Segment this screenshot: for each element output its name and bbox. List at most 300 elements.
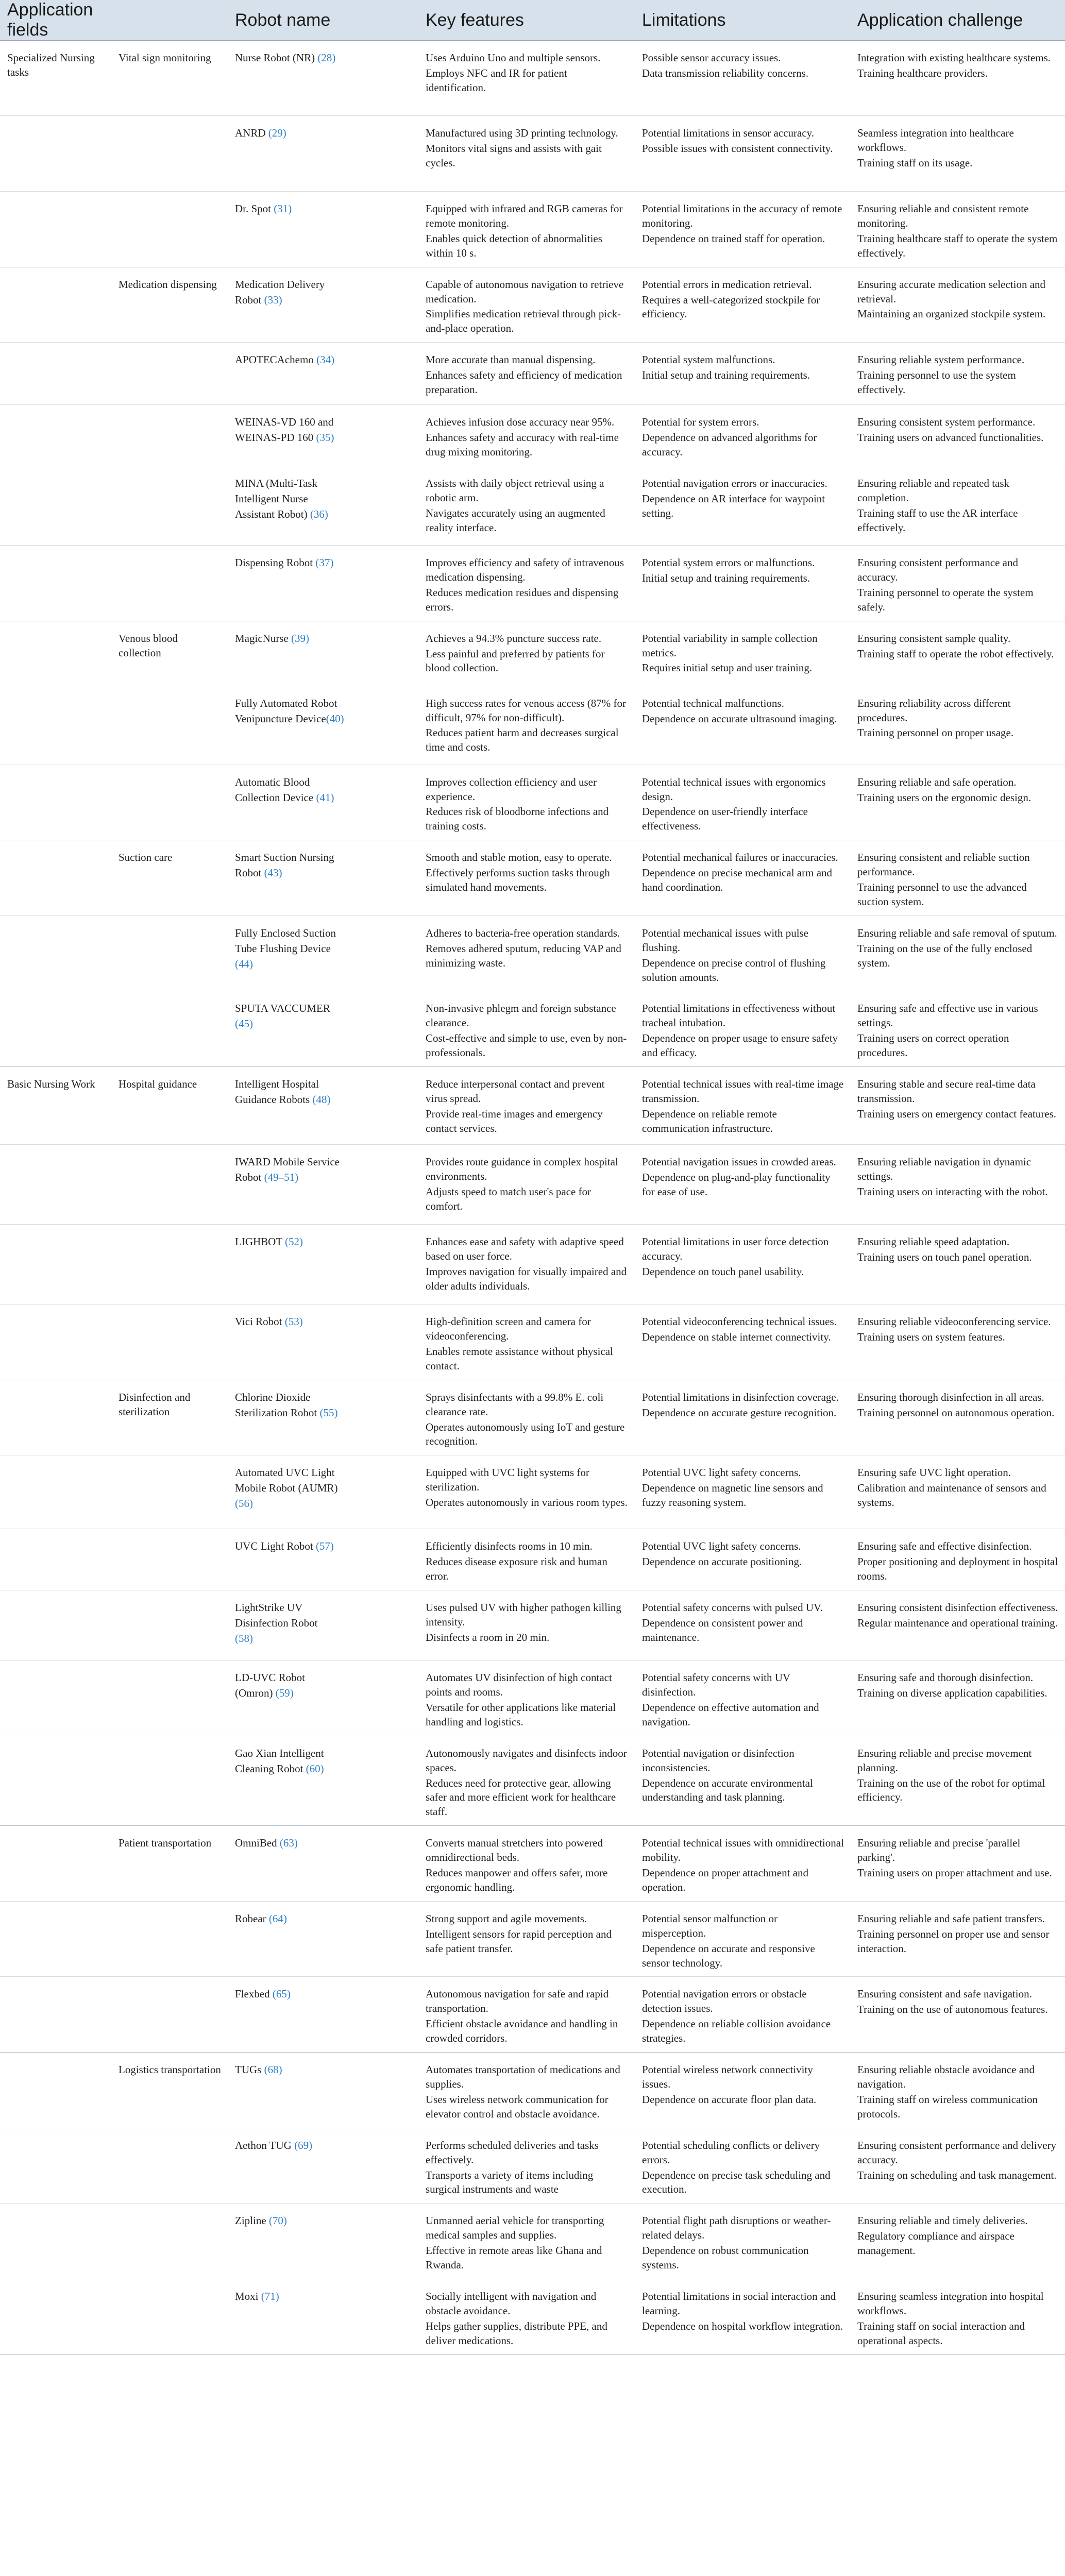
reference-link[interactable]: (49–51) <box>264 1171 299 1183</box>
reference-link[interactable]: (34) <box>316 353 335 366</box>
reference-link[interactable]: (58) <box>235 1632 253 1645</box>
robot-name-line <box>235 1235 412 1249</box>
limitation-text: Potential navigation errors or obstacle detection issues. <box>642 1988 807 2015</box>
cell-key-features <box>418 2204 635 2279</box>
cell-application-field <box>0 621 111 686</box>
robot-name-line <box>235 632 412 646</box>
robot-name-text: Venipuncture Device <box>235 712 326 725</box>
challenge-text: Ensuring safe UVC light operation. <box>857 1466 1011 1479</box>
robot-name-text: (Omron) <box>235 1686 276 1699</box>
cell-limitations <box>635 2204 850 2279</box>
cell-subfield <box>111 1304 228 1380</box>
challenge-text: Ensuring reliable system performance. <box>857 353 1025 366</box>
cell-robot-name <box>228 1736 418 1826</box>
limitation-text: Dependence on touch panel usability. <box>642 1265 804 1278</box>
key-feature-text: Reduces need for protective gear, allowing safer and more efficient work for healthcare staff. <box>426 1776 616 1818</box>
limitation-text: Potential navigation errors or inaccuracies. <box>642 477 827 489</box>
challenge-text: Ensuring safe and thorough disinfection. <box>857 1671 1034 1684</box>
reference-link[interactable]: (28) <box>317 52 336 64</box>
reference-link[interactable]: (69) <box>294 2139 313 2151</box>
key-feature-text: Transports a variety of items including surgical instruments and waste <box>426 2168 594 2196</box>
cell-subfield <box>111 1225 228 1304</box>
cell-key-features <box>418 1380 635 1455</box>
cell-limitations <box>635 116 850 192</box>
robot-name-line: Automatic Blood <box>235 775 310 788</box>
challenge-text: Training healthcare staff to operate the system effectively. <box>857 232 1058 259</box>
cell-application-field <box>0 840 111 916</box>
challenge-text: Training users on proper attachment and use. <box>857 1867 1052 1879</box>
cell-robot-name <box>228 116 418 192</box>
limitation-text: Potential limitations in user force detection accuracy. <box>642 1235 829 1262</box>
limitation-text: Dependence on advanced algorithms for accuracy. <box>642 431 817 459</box>
challenge-text: Ensuring consistent sample quality. <box>857 632 1011 645</box>
cell-subfield <box>111 1826 228 1902</box>
cell-limitations <box>635 916 850 991</box>
cell-robot-name <box>228 2053 418 2128</box>
limitation-text: Potential UVC light safety concerns. <box>642 1540 801 1553</box>
limitation-text: Potential technical issues with ergonomics design. <box>642 775 826 803</box>
reference-link[interactable]: (36) <box>310 507 328 520</box>
cell-application-challenge <box>850 1145 1065 1225</box>
reference-link[interactable]: (60) <box>306 1762 324 1775</box>
cell-application-challenge <box>850 343 1065 405</box>
challenge-text: Training users on system features. <box>857 1331 1005 1343</box>
cell-key-features <box>418 343 635 405</box>
key-feature-text: Navigates accurately using an augmented reality interface. <box>426 506 605 534</box>
challenge-text: Training on scheduling and task management. <box>857 2168 1057 2181</box>
cell-subfield <box>111 1590 228 1660</box>
cell-key-features <box>418 991 635 1067</box>
key-feature-text: Disinfects a room in 20 min. <box>426 1631 550 1643</box>
reference-link[interactable]: (70) <box>268 2214 287 2227</box>
cell-key-features <box>418 192 635 267</box>
challenge-text: Training personnel on proper use and sensor interaction. <box>857 1927 1050 1955</box>
cell-robot-name <box>228 1145 418 1225</box>
cell-application-challenge <box>850 116 1065 192</box>
robot-name-line: LD-UVC Robot <box>235 1671 305 1684</box>
challenge-text: Training healthcare providers. <box>857 66 988 79</box>
robot-name-line <box>235 1171 412 1185</box>
cell-application-field <box>0 1529 111 1590</box>
cell-subfield <box>111 1901 228 1977</box>
challenge-text: Ensuring reliable and safe operation. <box>857 775 1017 788</box>
reference-link[interactable]: (48) <box>312 1093 331 1106</box>
challenge-text: Integration with existing healthcare systems. <box>857 52 1051 64</box>
cell-subfield <box>111 192 228 267</box>
header-application-challenge: Application challenge <box>850 0 1065 41</box>
key-feature-text: Sprays disinfectants with a 99.8% E. coli clearance rate. <box>426 1391 604 1418</box>
cell-key-features <box>418 405 635 466</box>
reference-link[interactable]: (68) <box>264 2063 282 2076</box>
limitation-text: Potential mechanical issues with pulse flushing. <box>642 926 809 954</box>
key-feature-text: Helps gather supplies, distribute PPE, and deliver medications. <box>426 2319 607 2347</box>
table-row <box>0 343 1065 405</box>
cell-key-features <box>418 1225 635 1304</box>
cell-robot-name <box>228 1067 418 1145</box>
challenge-text: Maintaining an organized stockpile system. <box>857 308 1046 320</box>
cell-application-field <box>0 2128 111 2204</box>
challenge-text: Training on the use of the fully enclosed system. <box>857 942 1033 969</box>
cell-robot-name <box>228 621 418 686</box>
limitation-text: Dependence on reliable remote communication infrastructure. <box>642 1107 777 1134</box>
cell-limitations <box>635 1977 850 2053</box>
reference-link[interactable]: (33) <box>264 293 282 306</box>
cell-key-features <box>418 2279 635 2354</box>
robot-name-text: Robot <box>235 1171 264 1183</box>
challenge-text: Ensuring reliable and precise movement planning. <box>857 1747 1032 1774</box>
limitation-text: Potential scheduling conflicts or delivery errors. <box>642 2139 820 2166</box>
robot-name-line <box>235 791 412 805</box>
cell-subfield <box>111 840 228 916</box>
limitation-text: Dependence on precise control of flushing solution amounts. <box>642 956 826 984</box>
challenge-text: Ensuring reliable videoconferencing service. <box>857 1315 1051 1328</box>
cell-robot-name <box>228 1455 418 1529</box>
limitation-text: Dependence on trained staff for operation. <box>642 232 825 245</box>
robot-name-line: IWARD Mobile Service <box>235 1156 340 1168</box>
challenge-text: Ensuring safe and effective use in various settings. <box>857 1002 1038 1029</box>
cell-limitations <box>635 1145 850 1225</box>
limitation-text: Potential technical issues with real-time image transmission. <box>642 1078 844 1105</box>
limitation-text: Potential flight path disruptions or weather-related delays. <box>642 2214 831 2242</box>
key-feature-text: Enhances safety and accuracy with real-time drug mixing monitoring. <box>426 431 619 459</box>
cell-limitations <box>635 267 850 343</box>
cell-subfield <box>111 1380 228 1455</box>
cell-limitations <box>635 1225 850 1304</box>
limitation-text: Dependence on consistent power and maintenance. <box>642 1616 803 1643</box>
table-row <box>0 116 1065 192</box>
limitation-text: Dependence on accurate environmental understanding and task planning. <box>642 1776 813 1804</box>
cell-limitations <box>635 686 850 765</box>
limitation-text: Potential technical malfunctions. <box>642 697 784 709</box>
reference-link[interactable]: (52) <box>285 1235 303 1248</box>
robot-name-line <box>235 353 412 367</box>
challenge-text: Ensuring reliable speed adaptation. <box>857 1235 1010 1248</box>
cell-application-challenge <box>850 41 1065 116</box>
reference-link[interactable]: (65) <box>272 1988 291 2001</box>
robot-name-line <box>235 1539 412 1554</box>
robot-name-text: APOTECAchemo <box>235 353 317 366</box>
cell-robot-name <box>228 1590 418 1660</box>
table-row <box>0 765 1065 840</box>
reference-link[interactable]: (29) <box>268 127 286 139</box>
reference-link[interactable]: (37) <box>315 556 334 569</box>
table-row <box>0 1826 1065 1902</box>
robot-name-line: Chlorine Dioxide <box>235 1391 311 1403</box>
cell-robot-name <box>228 1660 418 1736</box>
cell-subfield <box>111 343 228 405</box>
table-body <box>0 41 1065 2355</box>
table-row <box>0 1529 1065 1590</box>
robot-name-line: Fully Enclosed Suction <box>235 926 336 939</box>
robot-name-line <box>235 1762 412 1776</box>
table-row <box>0 2128 1065 2204</box>
key-feature-text: Reduces medication residues and dispensing errors. <box>426 586 619 613</box>
robot-name-line <box>235 202 412 216</box>
cell-application-field <box>0 1380 111 1455</box>
key-feature-text: Manufactured using 3D printing technology. <box>426 127 618 139</box>
cell-subfield <box>111 116 228 192</box>
key-feature-text: Enhances ease and safety with adaptive speed based on user force. <box>426 1235 624 1262</box>
cell-application-challenge <box>850 267 1065 343</box>
limitation-text: Potential videoconferencing technical issues. <box>642 1315 837 1328</box>
table-row <box>0 1225 1065 1304</box>
cell-key-features <box>418 1590 635 1660</box>
cell-limitations <box>635 41 850 116</box>
cell-application-challenge <box>850 1455 1065 1529</box>
cell-key-features <box>418 466 635 545</box>
cell-robot-name <box>228 1529 418 1590</box>
key-feature-text: Provide real-time images and emergency contact services. <box>426 1107 603 1134</box>
robot-name-line <box>235 1406 412 1420</box>
challenge-text: Ensuring reliable and timely deliveries. <box>857 2214 1028 2227</box>
cell-subfield <box>111 545 228 621</box>
field-label: Specialized Nursing tasks <box>7 52 95 78</box>
challenge-text: Calibration and maintenance of sensors and systems. <box>857 1482 1046 1509</box>
robot-name-text: Moxi <box>235 2290 261 2302</box>
cell-key-features <box>418 1304 635 1380</box>
robot-name-text: Cleaning Robot <box>235 1762 306 1775</box>
limitation-text: Requires a well-categorized stockpile for efficiency. <box>642 293 820 320</box>
limitation-text: Dependence on precise task scheduling and execution. <box>642 2168 831 2196</box>
challenge-text: Ensuring consistent and reliable suction performance. <box>857 851 1030 878</box>
cell-application-challenge <box>850 765 1065 840</box>
robot-name-text: Sterilization Robot <box>235 1406 320 1419</box>
robot-name-text: Aethon TUG <box>235 2139 295 2151</box>
challenge-text: Ensuring thorough disinfection in all areas. <box>857 1391 1044 1403</box>
cell-key-features <box>418 765 635 840</box>
table-row <box>0 991 1065 1067</box>
reference-link[interactable]: (56) <box>235 1497 253 1510</box>
header-limitations: Limitations <box>635 0 850 41</box>
cell-limitations <box>635 1380 850 1455</box>
challenge-text: Ensuring consistent disinfection effectiveness. <box>857 1601 1058 1614</box>
key-feature-text: Socially intelligent with navigation and obstacle avoidance. <box>426 2290 597 2317</box>
reference-link[interactable]: (43) <box>264 867 282 879</box>
robot-name-line <box>235 556 412 570</box>
challenge-text: Regular maintenance and operational training. <box>857 1616 1058 1629</box>
cell-application-field <box>0 192 111 267</box>
robot-name-line <box>235 1912 412 1926</box>
reference-link[interactable]: (57) <box>315 1540 334 1553</box>
key-feature-text: Non-invasive phlegm and foreign substance clearance. <box>426 1002 616 1029</box>
challenge-text: Ensuring consistent and safe navigation. <box>857 1988 1032 2001</box>
cell-robot-name <box>228 1304 418 1380</box>
cell-application-field <box>0 2279 111 2354</box>
limitation-text: Dependence on robust communication systems. <box>642 2244 809 2272</box>
robot-name-text: ANRD <box>235 127 268 139</box>
cell-robot-name <box>228 2279 418 2354</box>
challenge-text: Ensuring reliable and safe patient transfers. <box>857 1912 1045 1925</box>
robot-name-text: MagicNurse <box>235 632 292 645</box>
cell-application-field <box>0 1660 111 1736</box>
reference-link[interactable]: (71) <box>261 2290 279 2302</box>
robot-name-text: Zipline <box>235 2214 269 2227</box>
cell-application-challenge <box>850 1304 1065 1380</box>
reference-link[interactable]: (63) <box>279 1837 298 1850</box>
cell-subfield <box>111 621 228 686</box>
reference-link[interactable]: (35) <box>316 431 334 444</box>
cell-application-challenge <box>850 2204 1065 2279</box>
cell-subfield <box>111 1660 228 1736</box>
cell-application-field <box>0 466 111 545</box>
cell-application-field <box>0 1225 111 1304</box>
cell-application-field <box>0 2053 111 2128</box>
challenge-text: Ensuring stable and secure real-time data transmission. <box>857 1078 1036 1105</box>
challenge-text: Regulatory compliance and airspace management. <box>857 2230 1015 2257</box>
key-feature-text: Reduces manpower and offers safer, more ergonomic handling. <box>426 1867 608 1893</box>
key-feature-text: Enhances safety and efficiency of medication preparation. <box>426 369 622 396</box>
table-row <box>0 192 1065 267</box>
robot-name-text: Guidance Robots <box>235 1093 313 1106</box>
reference-link[interactable]: (59) <box>275 1686 294 1699</box>
key-feature-text: Reduces disease exposure risk and human error. <box>426 1555 607 1583</box>
cell-subfield <box>111 2128 228 2204</box>
challenge-text: Ensuring reliable obstacle avoidance and navigation. <box>857 2063 1035 2090</box>
robot-name-line <box>235 2063 412 2077</box>
table-row <box>0 1145 1065 1225</box>
cell-robot-name <box>228 916 418 991</box>
key-feature-text: Reduce interpersonal contact and prevent virus spread. <box>426 1078 605 1105</box>
table-row <box>0 466 1065 545</box>
robot-name-line <box>235 1987 412 2002</box>
cell-key-features <box>418 1826 635 1902</box>
cell-key-features <box>418 840 635 916</box>
cell-application-field <box>0 1826 111 1902</box>
robot-name-line: Medication Delivery <box>235 278 325 291</box>
limitation-text: Potential system errors or malfunctions. <box>642 556 815 569</box>
limitation-text: Potential wireless network connectivity issues. <box>642 2063 813 2090</box>
cell-limitations <box>635 545 850 621</box>
reference-link[interactable]: (55) <box>319 1406 338 1419</box>
reference-link[interactable]: (64) <box>268 1912 287 1925</box>
challenge-text: Training users on correct operation procedures. <box>857 1032 1009 1059</box>
robot-name-text: Assistant Robot) <box>235 507 310 520</box>
key-feature-text: Reduces risk of bloodborne infections and training costs. <box>426 805 609 833</box>
cell-application-field <box>0 1977 111 2053</box>
cell-application-challenge <box>850 1225 1065 1304</box>
key-feature-text: Performs scheduled deliveries and tasks effectively. <box>426 2139 599 2166</box>
key-feature-text: Assists with daily object retrieval using a robotic arm. <box>426 477 604 504</box>
reference-link[interactable]: (31) <box>274 202 292 215</box>
cell-robot-name <box>228 405 418 466</box>
cell-subfield <box>111 2204 228 2279</box>
cell-subfield <box>111 2053 228 2128</box>
limitation-text: Dependence on AR interface for waypoint setting. <box>642 492 825 519</box>
key-feature-text: Adjusts speed to match user's pace for comfort. <box>426 1185 591 1212</box>
robot-name-line: Gao Xian Intelligent <box>235 1747 324 1759</box>
cell-application-field <box>0 1455 111 1529</box>
reference-link[interactable]: (40) <box>326 712 344 725</box>
limitation-text: Potential limitations in effectiveness without tracheal intubation. <box>642 1002 836 1029</box>
robot-name-text: Collection Device <box>235 791 316 804</box>
robot-name-line <box>235 2139 412 2153</box>
subfield-label: Medication dispensing <box>119 278 217 291</box>
header-row <box>0 0 1065 41</box>
limitation-text: Dependence on effective automation and navigation. <box>642 1701 819 1728</box>
cell-application-challenge <box>850 1901 1065 1977</box>
challenge-text: Training personnel to operate the system safely. <box>857 586 1034 613</box>
challenge-text: Training users on touch panel operation. <box>857 1251 1032 1263</box>
cell-application-challenge <box>850 1826 1065 1902</box>
limitation-text: Possible issues with consistent connectivity. <box>642 142 833 155</box>
key-feature-text: Effectively performs suction tasks through simulated hand movements. <box>426 867 610 894</box>
cell-robot-name <box>228 1826 418 1902</box>
key-feature-text: Monitors vital signs and assists with gait cycles. <box>426 142 602 169</box>
robot-name-line: Fully Automated Robot <box>235 697 337 709</box>
robot-name-line <box>235 293 412 308</box>
cell-limitations <box>635 1529 850 1590</box>
limitation-text: Initial setup and training requirements. <box>642 369 810 382</box>
limitation-text: Potential for system errors. <box>642 416 759 429</box>
reference-link[interactable]: (44) <box>235 957 253 970</box>
header-key-features: Key features <box>418 0 635 41</box>
table-row <box>0 1590 1065 1660</box>
cell-application-challenge <box>850 192 1065 267</box>
challenge-text: Training on diverse application capabilities. <box>857 1686 1047 1699</box>
limitation-text: Potential sensor malfunction or misperception. <box>642 1912 778 1939</box>
table-row <box>0 1977 1065 2053</box>
reference-link[interactable]: (45) <box>235 1018 253 1030</box>
robot-name-line <box>235 1686 412 1701</box>
subfield-label: Suction care <box>119 851 173 864</box>
robot-name-text: LIGHBOT <box>235 1235 285 1248</box>
challenge-text: Proper positioning and deployment in hospital rooms. <box>857 1555 1058 1583</box>
cell-limitations <box>635 1660 850 1736</box>
cell-application-field <box>0 1736 111 1826</box>
subfield-label: Hospital guidance <box>119 1078 197 1091</box>
reference-link[interactable]: (39) <box>291 632 310 645</box>
key-feature-text: Improves navigation for visually impaired and older adults individuals. <box>426 1265 627 1292</box>
cell-key-features <box>418 2053 635 2128</box>
cell-subfield <box>111 466 228 545</box>
subfield-label: Patient transportation <box>119 1837 212 1850</box>
cell-application-challenge <box>850 1977 1065 2053</box>
cell-application-field <box>0 1067 111 1145</box>
limitation-text: Potential errors in medication retrieval. <box>642 278 812 291</box>
cell-limitations <box>635 192 850 267</box>
reference-link[interactable]: (41) <box>316 791 334 804</box>
challenge-text: Ensuring consistent performance and delivery accuracy. <box>857 2139 1057 2166</box>
cell-key-features <box>418 686 635 765</box>
robot-name-text: WEINAS-PD 160 <box>235 431 316 444</box>
header-application-fields: Application fields <box>0 0 111 41</box>
robot-name-text: Dr. Spot <box>235 202 274 215</box>
table-row <box>0 1901 1065 1977</box>
reference-link[interactable]: (53) <box>284 1315 303 1328</box>
robot-name-text: OmniBed <box>235 1837 280 1850</box>
robot-name-line <box>235 866 412 880</box>
challenge-text: Training on the use of the robot for optimal efficiency. <box>857 1776 1045 1804</box>
cell-application-field <box>0 916 111 991</box>
cell-application-field <box>0 1304 111 1380</box>
cell-application-challenge <box>850 545 1065 621</box>
cell-robot-name <box>228 1901 418 1977</box>
cell-application-field <box>0 765 111 840</box>
robot-name-text: Nurse Robot (NR) <box>235 52 318 64</box>
challenge-text: Training users on interacting with the robot. <box>857 1185 1048 1198</box>
cell-application-challenge <box>850 916 1065 991</box>
robot-name-line: Mobile Robot (AUMR) <box>235 1482 338 1495</box>
cell-robot-name <box>228 343 418 405</box>
table-row <box>0 2204 1065 2279</box>
key-feature-text: Autonomous navigation for safe and rapid transportation. <box>426 1988 609 2015</box>
cell-subfield <box>111 686 228 765</box>
key-feature-text: Automates UV disinfection of high contact points and rooms. <box>426 1671 612 1698</box>
challenge-text: Training personnel to use the advanced suction system. <box>857 881 1027 908</box>
cell-robot-name <box>228 41 418 116</box>
cell-robot-name <box>228 1977 418 2053</box>
challenge-text: Training staff on social interaction and operational aspects. <box>857 2319 1025 2347</box>
